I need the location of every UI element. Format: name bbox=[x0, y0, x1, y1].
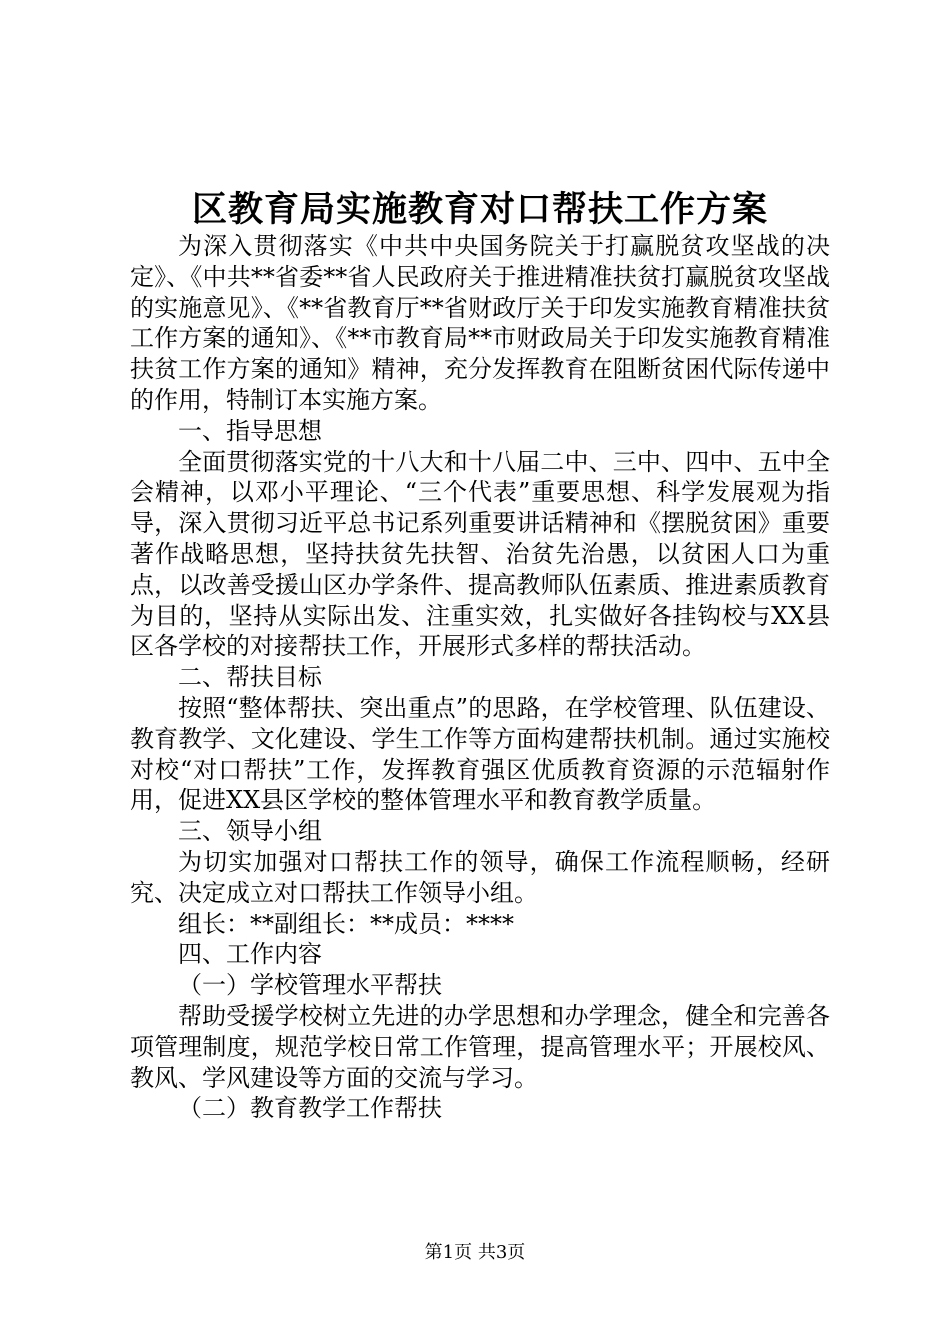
subsection-text-school-management: 帮助受援学校树立先进的办学思想和办学理念，健全和完善各项管理制度，规范学校日常工作管理，提高管理水平；开展校风、教风、学风建设等方面的交流与学习。 bbox=[130, 1001, 830, 1092]
leadership-members: 组长：**副组长：**成员：**** bbox=[178, 909, 514, 938]
section-heading-work-content: 四、工作内容 bbox=[178, 940, 322, 969]
section-text-leadership: 为切实加强对口帮扶工作的领导，确保工作流程顺畅，经研究、决定成立对口帮扶工作领导小组。 bbox=[130, 847, 830, 907]
section-heading-guiding-ideology: 一、指导思想 bbox=[178, 416, 322, 445]
section-heading-goals: 二、帮扶目标 bbox=[178, 663, 322, 692]
document-body bbox=[130, 231, 830, 1124]
section-text-guiding-ideology: 全面贯彻落实党的十八大和十八届二中、三中、四中、五中全会精神，以邓小平理论、“三个代表”重要思想、科学发展观为指导，深入贯彻习近平总书记系列重要讲话精神和《摆脱贫困》重要著作战略思想，坚持扶贫先扶智、治贫先治愚，以贫困人口为重点，以改善受援山区办学条件、提高教师队伍素质、推进素质教育为目的，坚持从实际出发、注重实效，扎实做好各挂钩校与XX县区各学校的对接帮扶工作，开展形式多样的帮扶活动。 bbox=[130, 447, 830, 661]
intro-paragraph: 为深入贯彻落实《中共中央国务院关于打赢脱贫攻坚战的决定》、《中共**省委**省人民政府关于推进精准扶贫打赢脱贫攻坚战的实施意见》、《**省教育厅**省财政厅关于印发实施教育精准扶贫工作方案的通知》、《**市教育局**市财政局关于印发实施教育精准扶贫工作方案的通知》精神，充分发挥教育在阻断贫困代际传递中的作用，特制订本实施方案。 bbox=[130, 232, 830, 414]
page-footer: 第1页 共3页 bbox=[424, 1242, 526, 1263]
subsection-heading-school-management: （一）学校管理水平帮扶 bbox=[178, 971, 442, 1000]
subsection-heading-teaching: （二）教育教学工作帮扶 bbox=[178, 1094, 442, 1123]
document-title: 区教育局实施教育对口帮扶工作方案 bbox=[191, 189, 768, 230]
section-heading-leadership: 三、领导小组 bbox=[178, 817, 322, 846]
section-text-goals: 按照“整体帮扶、突出重点”的思路，在学校管理、队伍建设、教育教学、文化建设、学生工作等方面构建帮扶机制。通过实施校对校“对口帮扶”工作，发挥教育强区优质教育资源的示范辐射作用，促进XX县区学校的整体管理水平和教育教学质量。 bbox=[130, 693, 830, 815]
